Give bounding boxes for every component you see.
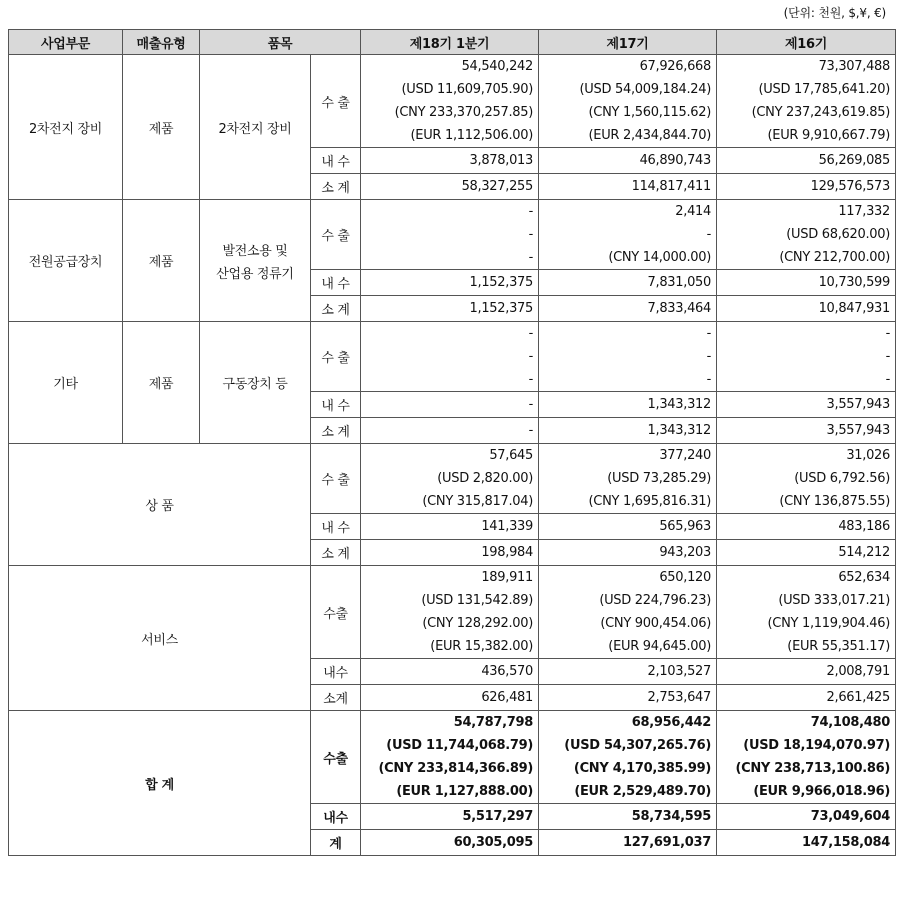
value-cell-p2 xyxy=(539,444,717,514)
row-type-label: 소 계 xyxy=(311,540,361,566)
value-line: 650,120 xyxy=(659,570,711,585)
value-line: 2,008,791 xyxy=(826,664,890,679)
value-line: - xyxy=(528,423,533,438)
value-line: (CNY 212,700.00) xyxy=(779,250,890,265)
value-cell-p2 xyxy=(539,540,717,566)
battery-product-text: 2차전지 장비 xyxy=(218,121,292,137)
row-type-label: 소계 xyxy=(311,685,361,711)
value-line: 2,753,647 xyxy=(647,690,711,705)
value-cell-p2 xyxy=(539,270,717,296)
row-type-label: 소 계 xyxy=(311,174,361,200)
value-line: (CNY 900,454.06) xyxy=(600,616,711,631)
row-type-label: 소 계 xyxy=(311,296,361,322)
value-line: 652,634 xyxy=(838,570,890,585)
value-line: - xyxy=(528,227,533,242)
value-line: 2,661,425 xyxy=(826,690,890,705)
value-line: (USD 131,542.89) xyxy=(421,593,533,608)
table-body xyxy=(9,55,896,856)
value-line: 58,327,255 xyxy=(461,179,533,194)
row-type-label: 내 수 xyxy=(311,270,361,296)
value-line: (CNY 233,814,366.89) xyxy=(378,761,533,776)
value-line: 7,833,464 xyxy=(647,301,711,316)
value-line: 189,911 xyxy=(481,570,533,585)
value-line: 54,540,242 xyxy=(461,59,533,74)
value-cell-p3 xyxy=(717,514,896,540)
value-cell-p3 xyxy=(717,322,896,392)
row-type-label: 수 출 xyxy=(311,200,361,270)
value-line: 57,645 xyxy=(489,448,533,463)
value-cell-p2 xyxy=(539,418,717,444)
value-line: (CNY 4,170,385.99) xyxy=(573,761,711,776)
value-line: (USD 224,796.23) xyxy=(599,593,711,608)
table-row xyxy=(9,55,896,148)
table-row xyxy=(9,566,896,659)
battery-segment-cell xyxy=(9,55,123,200)
other-segment-cell xyxy=(9,322,123,444)
header-sales-type: 매출유형 xyxy=(123,30,200,55)
value-line: - xyxy=(885,349,890,364)
header-product: 품목 xyxy=(200,30,361,55)
value-line: 377,240 xyxy=(659,448,711,463)
value-line: 114,817,411 xyxy=(631,179,711,194)
value-cell-p3 xyxy=(717,296,896,322)
row-type-label: 수출 xyxy=(311,566,361,659)
value-line: (EUR 2,529,489.70) xyxy=(574,784,711,799)
value-line: - xyxy=(885,326,890,341)
value-cell-p3 xyxy=(717,804,896,830)
value-line: (USD 6,792.56) xyxy=(794,471,890,486)
value-cell-p3 xyxy=(717,711,896,804)
table-row xyxy=(9,200,896,270)
value-line: (EUR 9,966,018.96) xyxy=(753,784,890,799)
value-cell-p2 xyxy=(539,148,717,174)
value-line: 198,984 xyxy=(481,545,533,560)
value-line: - xyxy=(706,372,711,387)
table-row xyxy=(9,711,896,804)
row-type-label: 계 xyxy=(311,830,361,856)
value-cell-p1 xyxy=(361,296,539,322)
value-cell-p2 xyxy=(539,566,717,659)
power-supply-product-text: 산업용 정류기 xyxy=(216,266,294,282)
battery-product-cell xyxy=(200,55,311,200)
value-line: (USD 2,820.00) xyxy=(437,471,533,486)
value-line: 3,557,943 xyxy=(826,397,890,412)
row-type-label: 수 출 xyxy=(311,322,361,392)
value-cell-p1 xyxy=(361,200,539,270)
value-cell-p2 xyxy=(539,200,717,270)
value-line: 7,831,050 xyxy=(647,275,711,290)
value-line: 436,570 xyxy=(481,664,533,679)
value-cell-p3 xyxy=(717,659,896,685)
other-segment-text: 기타 xyxy=(53,377,78,392)
value-cell-p2 xyxy=(539,685,717,711)
value-cell-p1 xyxy=(361,392,539,418)
value-cell-p2 xyxy=(539,392,717,418)
value-cell-p1 xyxy=(361,514,539,540)
power-supply-sales-type-cell xyxy=(123,200,200,322)
value-cell-p1 xyxy=(361,322,539,392)
value-line: (USD 68,620.00) xyxy=(786,227,890,242)
value-cell-p2 xyxy=(539,804,717,830)
value-line: (CNY 1,695,816.31) xyxy=(588,494,711,509)
value-line: 1,343,312 xyxy=(647,423,711,438)
other-product-cell xyxy=(200,322,311,444)
value-line: (USD 11,744,068.79) xyxy=(386,738,533,753)
service-merged-label: 서비스 xyxy=(9,566,311,711)
value-line: (CNY 315,817.04) xyxy=(422,494,533,509)
power-supply-sales-type-text: 제품 xyxy=(148,255,174,270)
header-period-1: 제18기 1분기 xyxy=(361,30,539,55)
value-cell-p1 xyxy=(361,566,539,659)
value-cell-p1 xyxy=(361,418,539,444)
header-segment: 사업부문 xyxy=(9,30,123,55)
value-line: (EUR 15,382.00) xyxy=(430,639,533,654)
value-line: 73,049,604 xyxy=(810,809,890,824)
value-cell-p1 xyxy=(361,804,539,830)
value-line: 943,203 xyxy=(659,545,711,560)
value-cell-p3 xyxy=(717,540,896,566)
other-product-text: 구동장치 등 xyxy=(222,377,288,392)
value-cell-p2 xyxy=(539,322,717,392)
other-sales-type-cell xyxy=(123,322,200,444)
value-line: (USD 333,017.21) xyxy=(778,593,890,608)
value-line: (CNY 136,875.55) xyxy=(779,494,890,509)
value-line: 5,517,297 xyxy=(462,809,533,824)
value-line: - xyxy=(706,349,711,364)
value-line: 10,847,931 xyxy=(818,301,890,316)
sales-table-container xyxy=(8,29,895,856)
value-line: (CNY 1,119,904.46) xyxy=(767,616,890,631)
value-cell-p1 xyxy=(361,174,539,200)
value-cell-p3 xyxy=(717,830,896,856)
power-supply-segment-text: 전원공급장치 xyxy=(28,255,103,270)
value-line: 58,734,595 xyxy=(631,809,711,824)
value-line: - xyxy=(706,326,711,341)
value-line: 483,186 xyxy=(838,519,890,534)
value-cell-p2 xyxy=(539,830,717,856)
unit-note: (단위: 천원, $,¥, €) xyxy=(783,6,886,20)
value-line: (USD 73,285.29) xyxy=(607,471,711,486)
row-type-label: 내수 xyxy=(311,659,361,685)
value-cell-p1 xyxy=(361,540,539,566)
row-type-label: 내수 xyxy=(311,804,361,830)
value-line: 60,305,095 xyxy=(453,835,533,850)
value-line: - xyxy=(528,349,533,364)
row-type-label: 수 출 xyxy=(311,55,361,148)
value-line: (CNY 1,560,115.62) xyxy=(588,105,711,120)
value-line: - xyxy=(528,250,533,265)
value-line: (CNY 14,000.00) xyxy=(608,250,711,265)
value-cell-p2 xyxy=(539,296,717,322)
value-line: 10,730,599 xyxy=(818,275,890,290)
power-supply-product-cell xyxy=(200,200,311,322)
row-type-label: 수 출 xyxy=(311,444,361,514)
battery-segment-text: 2차전지 장비 xyxy=(28,121,103,137)
value-line: 2,103,527 xyxy=(647,664,711,679)
value-cell-p2 xyxy=(539,55,717,148)
value-line: 141,339 xyxy=(481,519,533,534)
value-line: 514,212 xyxy=(838,545,890,560)
value-cell-p3 xyxy=(717,270,896,296)
value-line: 565,963 xyxy=(659,519,711,534)
value-cell-p1 xyxy=(361,830,539,856)
value-line: 31,026 xyxy=(846,448,890,463)
value-line: - xyxy=(528,204,533,219)
row-type-label: 수출 xyxy=(311,711,361,804)
value-cell-p1 xyxy=(361,685,539,711)
value-line: 1,343,312 xyxy=(647,397,711,412)
header-period-2: 제17기 xyxy=(539,30,717,55)
row-type-label: 내 수 xyxy=(311,148,361,174)
header-row xyxy=(9,30,896,55)
value-line: - xyxy=(706,227,711,242)
value-line: (USD 11,609,705.90) xyxy=(401,82,533,97)
value-cell-p1 xyxy=(361,270,539,296)
row-type-label: 내 수 xyxy=(311,392,361,418)
value-line: 54,787,798 xyxy=(453,715,533,730)
header-period-3: 제16기 xyxy=(717,30,896,55)
value-cell-p1 xyxy=(361,444,539,514)
value-line: (EUR 94,645.00) xyxy=(608,639,711,654)
value-line: 73,307,488 xyxy=(818,59,890,74)
value-cell-p3 xyxy=(717,685,896,711)
value-line: - xyxy=(885,372,890,387)
value-line: 74,108,480 xyxy=(810,715,890,730)
value-line: 56,269,085 xyxy=(818,153,890,168)
value-line: (EUR 1,127,888.00) xyxy=(396,784,533,799)
table-row xyxy=(9,444,896,514)
power-supply-segment-cell xyxy=(9,200,123,322)
value-line: 2,414 xyxy=(675,204,711,219)
sales-table xyxy=(8,29,896,856)
value-cell-p3 xyxy=(717,418,896,444)
value-line: 117,332 xyxy=(838,204,890,219)
value-line: (EUR 2,434,844.70) xyxy=(588,128,711,143)
value-line: 127,691,037 xyxy=(623,835,711,850)
value-line: 626,481 xyxy=(481,690,533,705)
value-line: - xyxy=(528,372,533,387)
value-cell-p1 xyxy=(361,148,539,174)
value-cell-p3 xyxy=(717,174,896,200)
value-cell-p3 xyxy=(717,200,896,270)
table-row xyxy=(9,322,896,392)
value-cell-p3 xyxy=(717,566,896,659)
value-line: (USD 54,307,265.76) xyxy=(564,738,711,753)
value-cell-p3 xyxy=(717,392,896,418)
value-line: (USD 17,785,641.20) xyxy=(758,82,890,97)
value-line: 67,926,668 xyxy=(639,59,711,74)
value-line: - xyxy=(528,326,533,341)
value-line: 1,152,375 xyxy=(469,275,533,290)
value-line: (USD 18,194,070.97) xyxy=(743,738,890,753)
other-sales-type-text: 제품 xyxy=(148,377,174,392)
value-cell-p3 xyxy=(717,148,896,174)
value-line: (EUR 1,112,506.00) xyxy=(410,128,533,143)
value-line: 147,158,084 xyxy=(802,835,890,850)
value-line: (EUR 55,351.17) xyxy=(787,639,890,654)
value-cell-p3 xyxy=(717,444,896,514)
value-cell-p2 xyxy=(539,659,717,685)
value-line: 1,152,375 xyxy=(469,301,533,316)
value-cell-p3 xyxy=(717,55,896,148)
value-cell-p1 xyxy=(361,659,539,685)
value-line: (CNY 237,243,619.85) xyxy=(751,105,890,120)
power-supply-product-text: 발전소용 및 xyxy=(222,243,288,259)
battery-sales-type-cell xyxy=(123,55,200,200)
value-cell-p2 xyxy=(539,174,717,200)
value-line: - xyxy=(528,397,533,412)
value-cell-p1 xyxy=(361,55,539,148)
value-line: 68,956,442 xyxy=(631,715,711,730)
value-line: 129,576,573 xyxy=(810,179,890,194)
merchandise-merged-label: 상 품 xyxy=(9,444,311,566)
value-line: (CNY 233,370,257.85) xyxy=(394,105,533,120)
value-line: (CNY 128,292.00) xyxy=(422,616,533,631)
value-line: (EUR 9,910,667.79) xyxy=(767,128,890,143)
value-cell-p1 xyxy=(361,711,539,804)
value-cell-p2 xyxy=(539,711,717,804)
row-type-label: 내 수 xyxy=(311,514,361,540)
value-line: 3,557,943 xyxy=(826,423,890,438)
battery-sales-type-text: 제품 xyxy=(148,121,174,137)
value-cell-p2 xyxy=(539,514,717,540)
value-line: 3,878,013 xyxy=(469,153,533,168)
total-merged-label: 합 계 xyxy=(9,711,311,856)
value-line: 46,890,743 xyxy=(639,153,711,168)
value-line: (USD 54,009,184.24) xyxy=(579,82,711,97)
value-line: (CNY 238,713,100.86) xyxy=(735,761,890,776)
row-type-label: 소 계 xyxy=(311,418,361,444)
